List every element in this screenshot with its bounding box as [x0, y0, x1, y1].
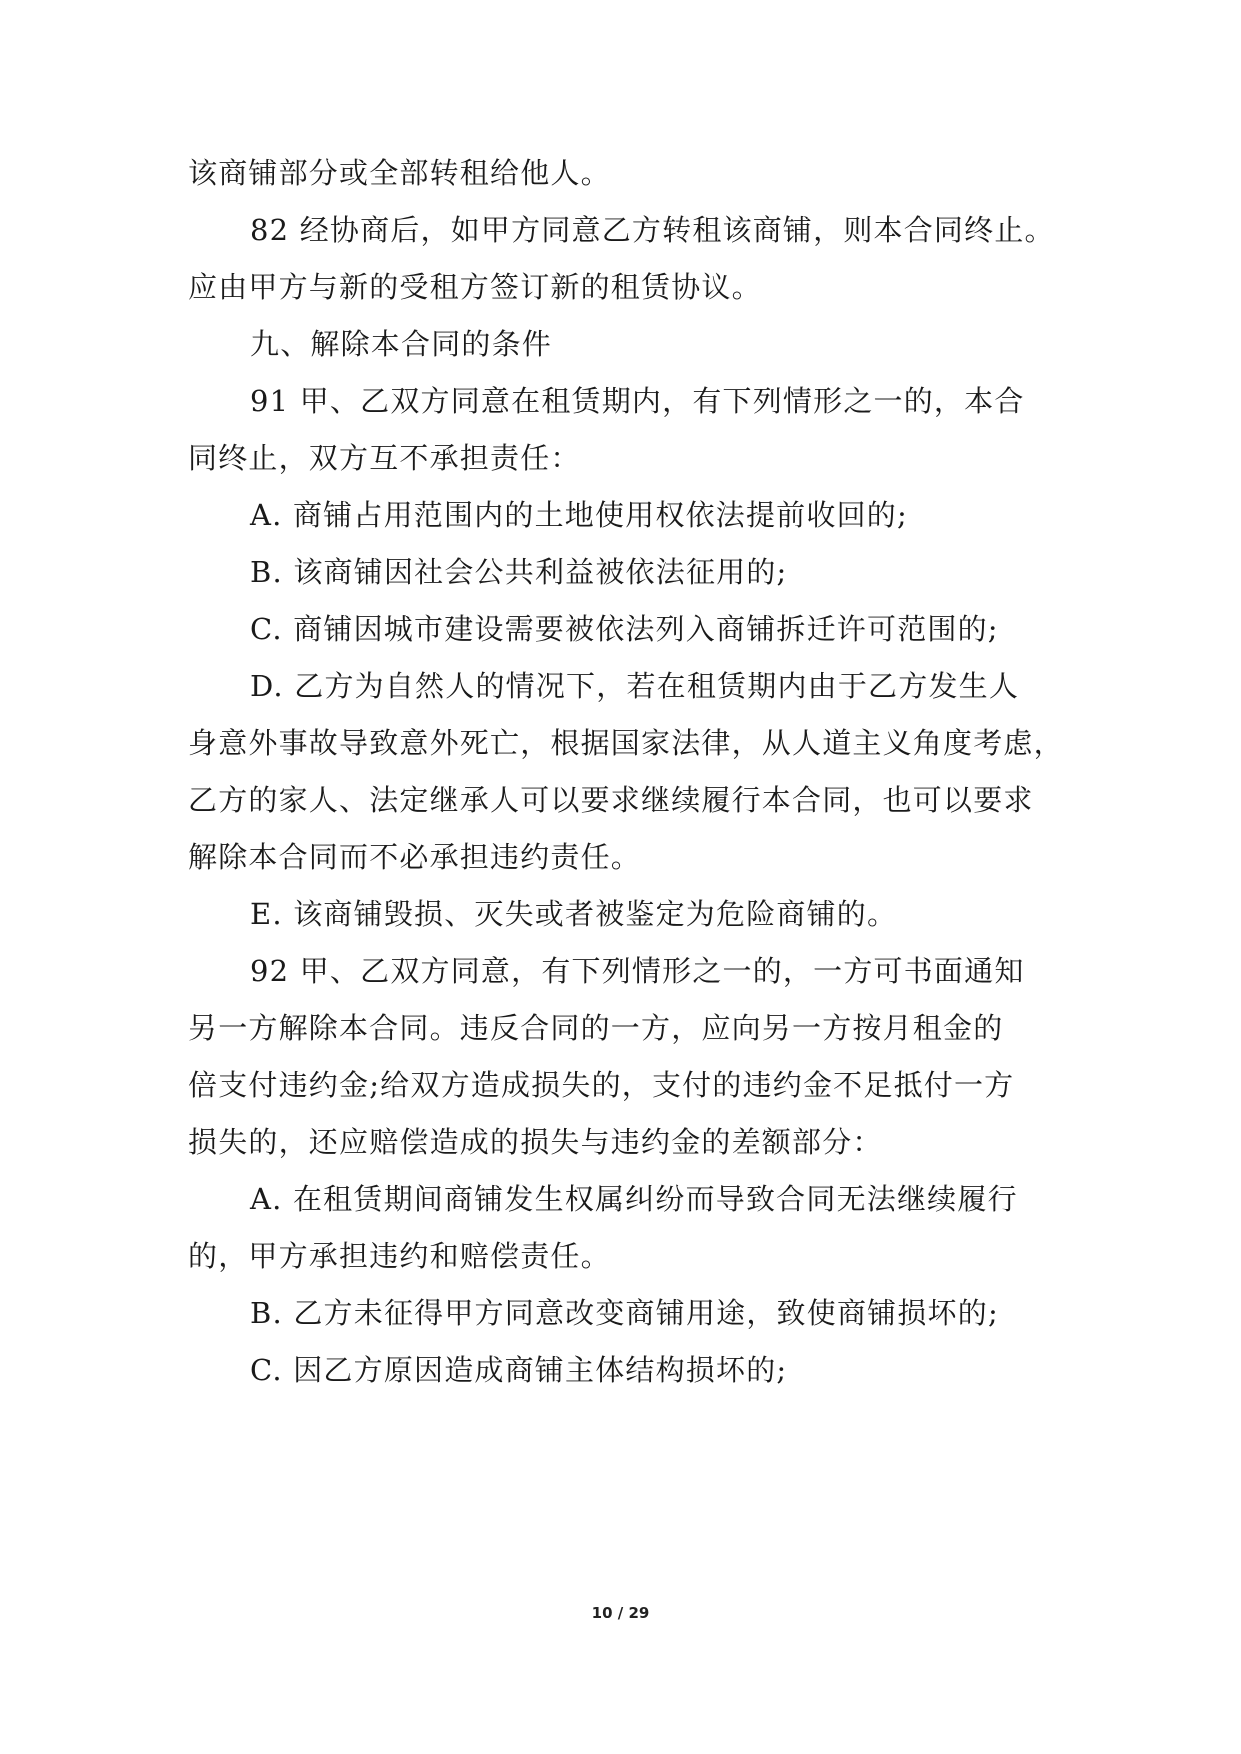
page-number: 10 / 29 [591, 1604, 650, 1622]
text-line: 倍支付违约金;给双方造成损失的，支付的违约金不足抵付一方 [188, 1068, 1015, 1102]
text-line: 91 甲、乙双方同意在租赁期内，有下列情形之一的，本合 [250, 384, 1025, 418]
text-line: 该商铺部分或全部转租给他人。 [188, 156, 611, 190]
section-heading: 九、解除本合同的条件 [250, 327, 553, 361]
text-line: 92 甲、乙双方同意，有下列情形之一的，一方可书面通知 [250, 954, 1025, 988]
text-line: 82 经协商后，如甲方同意乙方转租该商铺，则本合同终止。 [250, 213, 1055, 247]
text-line: A. 商铺占用范围内的土地使用权依法提前收回的; [250, 498, 908, 532]
text-line: 乙方的家人、法定继承人可以要求继续履行本合同，也可以要求 [188, 783, 1034, 817]
text-line: 的，甲方承担违约和赔偿责任。 [188, 1239, 611, 1273]
text-line: E. 该商铺毁损、灭失或者被鉴定为危险商铺的。 [250, 897, 898, 931]
text-line: D. 乙方为自然人的情况下，若在租赁期内由于乙方发生人 [250, 669, 1020, 703]
text-line: 另一方解除本合同。违反合同的一方，应向另一方按月租金的 [188, 1011, 1004, 1045]
text-line: A. 在租赁期间商铺发生权属纠纷而导致合同无法继续履行 [250, 1182, 1018, 1216]
text-line: 损失的，还应赔偿造成的损失与违约金的差额部分： [188, 1125, 883, 1159]
text-line: B. 该商铺因社会公共利益被依法征用的; [250, 555, 788, 589]
text-line: 解除本合同而不必承担违约责任。 [188, 840, 642, 874]
text-line: C. 商铺因城市建设需要被依法列入商铺拆迁许可范围的; [250, 612, 999, 646]
text-line: 同终止，双方互不承担责任： [188, 441, 581, 475]
text-line: 应由甲方与新的受租方签订新的租赁协议。 [188, 270, 762, 304]
text-line: C. 因乙方原因造成商铺主体结构损坏的; [250, 1353, 788, 1387]
text-line: 身意外事故导致意外死亡，根据国家法律，从人道主义角度考虑， [188, 726, 1064, 760]
text-line: B. 乙方未征得甲方同意改变商铺用途，致使商铺损坏的; [250, 1296, 999, 1330]
